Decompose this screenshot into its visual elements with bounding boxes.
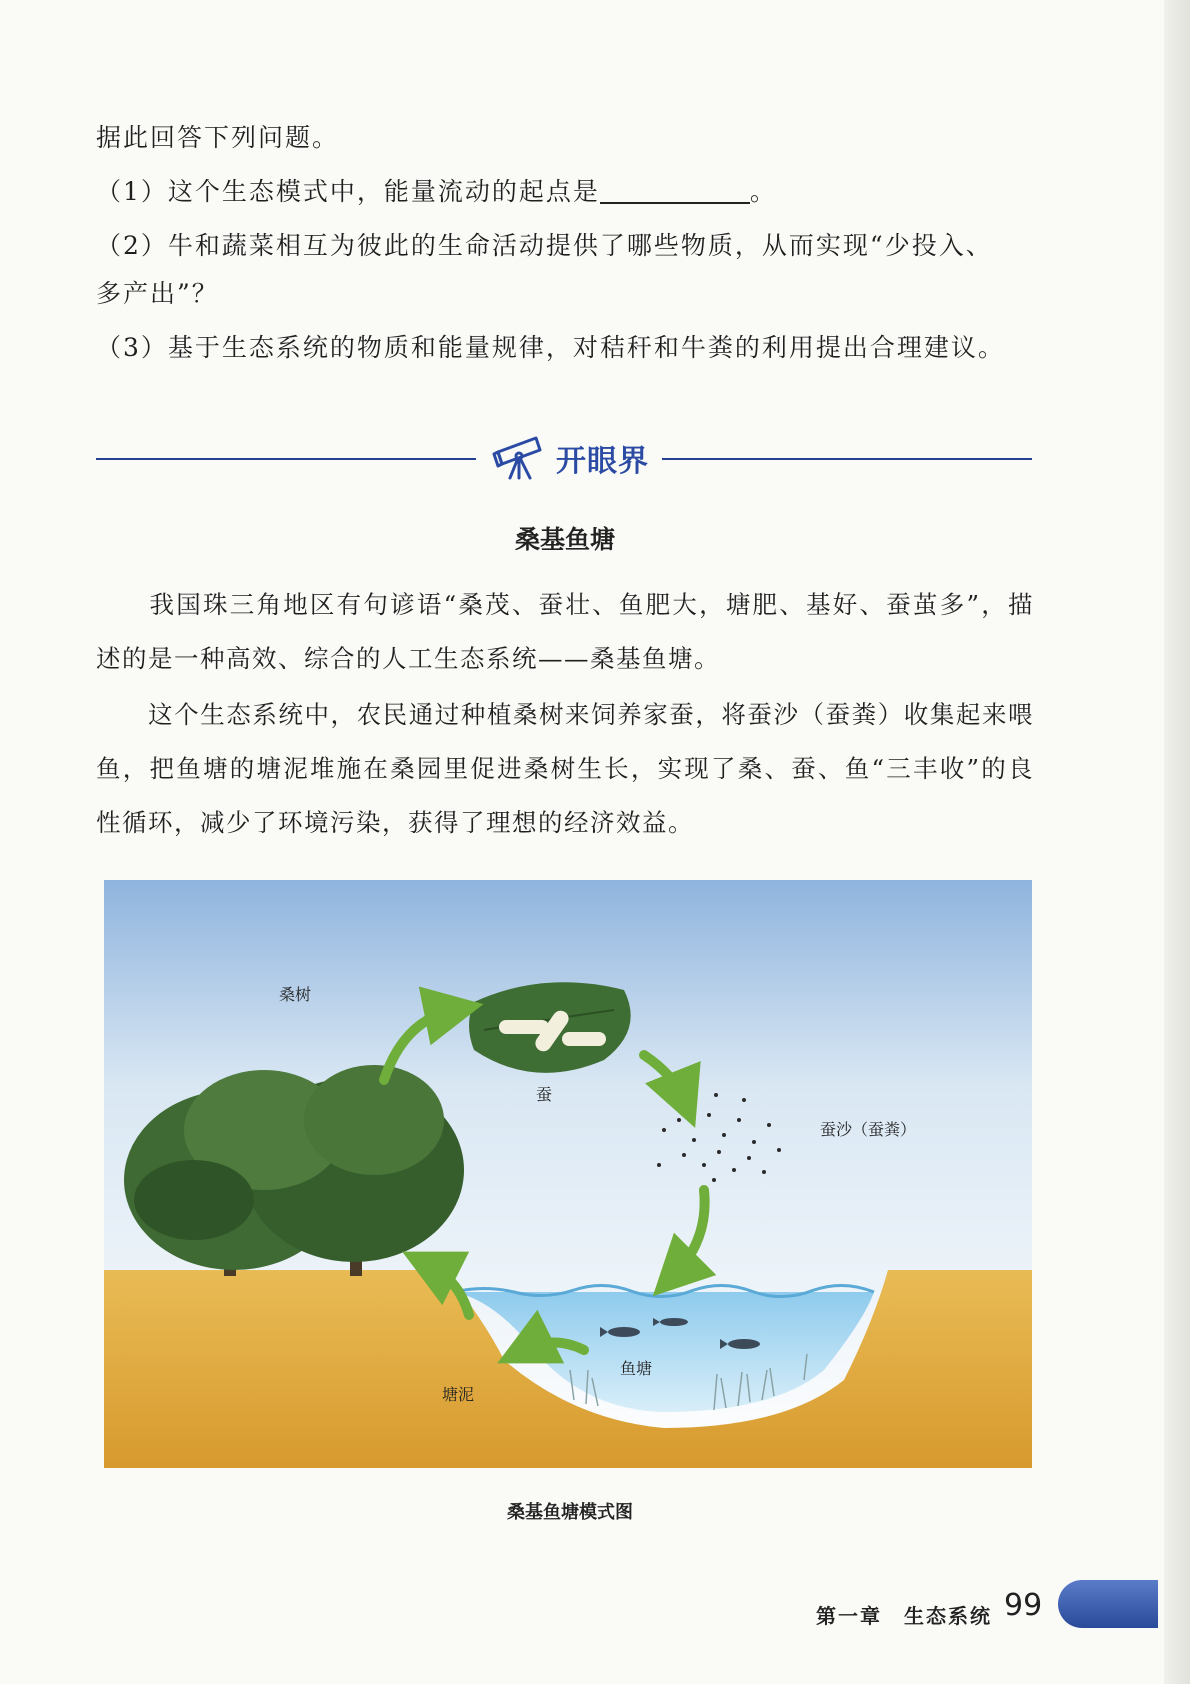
question-1-end: 。: [749, 177, 777, 206]
label-silkworm-waste: 蚕沙（蚕粪）: [820, 1120, 917, 1139]
figure-caption: 桑基鱼塘模式图: [507, 1502, 633, 1523]
label-fish-pond: 鱼塘: [620, 1359, 653, 1378]
question-2-line-2: 多产出”？: [96, 279, 219, 308]
question-1-text: （1）这个生态模式中，能量流动的起点是: [96, 177, 600, 206]
question-1: [96, 166, 1036, 218]
article-paragraph-2-text: 这个生态系统中，农民通过种植桑树来饲养家蚕，将蚕沙（蚕粪）收集起来喂鱼，把鱼塘的塘泥堆施在桑园里促进桑树生长，实现了桑、蚕、鱼“三丰收”的良性循环，减少了环境污染，获得了理想的经济效益。: [96, 700, 1035, 837]
label-mulberry: 桑树: [279, 985, 312, 1004]
telescope-icon: [490, 430, 548, 482]
section-divider-left: [96, 458, 476, 460]
answer-blank: [600, 172, 750, 204]
article-title: 桑基鱼塘: [514, 525, 615, 554]
section-divider-right: [662, 458, 1032, 460]
questions-intro: 据此回答下列问题。: [96, 123, 340, 152]
label-silkworm: 蚕: [536, 1085, 553, 1104]
article-paragraph-1-text: 我国珠三角地区有句谚语“桑茂、蚕壮、鱼肥大，塘肥、基好、蚕茧多”，描述的是一种高效、综合的人工生态系统——桑基鱼塘。: [96, 590, 1035, 673]
section-title: 开眼界: [556, 444, 649, 479]
page-edge: [1164, 0, 1190, 1684]
question-3: （3）基于生态系统的物质和能量规律，对秸秆和牛粪的利用提出合理建议。: [96, 333, 1005, 362]
article-paragraph-2: [96, 688, 1034, 850]
chapter-label: 第一章 生态系统: [816, 1604, 992, 1628]
page-tab: [1058, 1580, 1158, 1628]
mulberry-fish-pond-diagram: [104, 880, 1032, 1468]
article-paragraph-1: [96, 578, 1034, 686]
question-2-line-1: （2）牛和蔬菜相互为彼此的生命活动提供了哪些物质，从而实现“少投入、: [96, 231, 993, 260]
page-number: 99: [1004, 1588, 1043, 1623]
label-pond-mud: 塘泥: [442, 1385, 475, 1404]
